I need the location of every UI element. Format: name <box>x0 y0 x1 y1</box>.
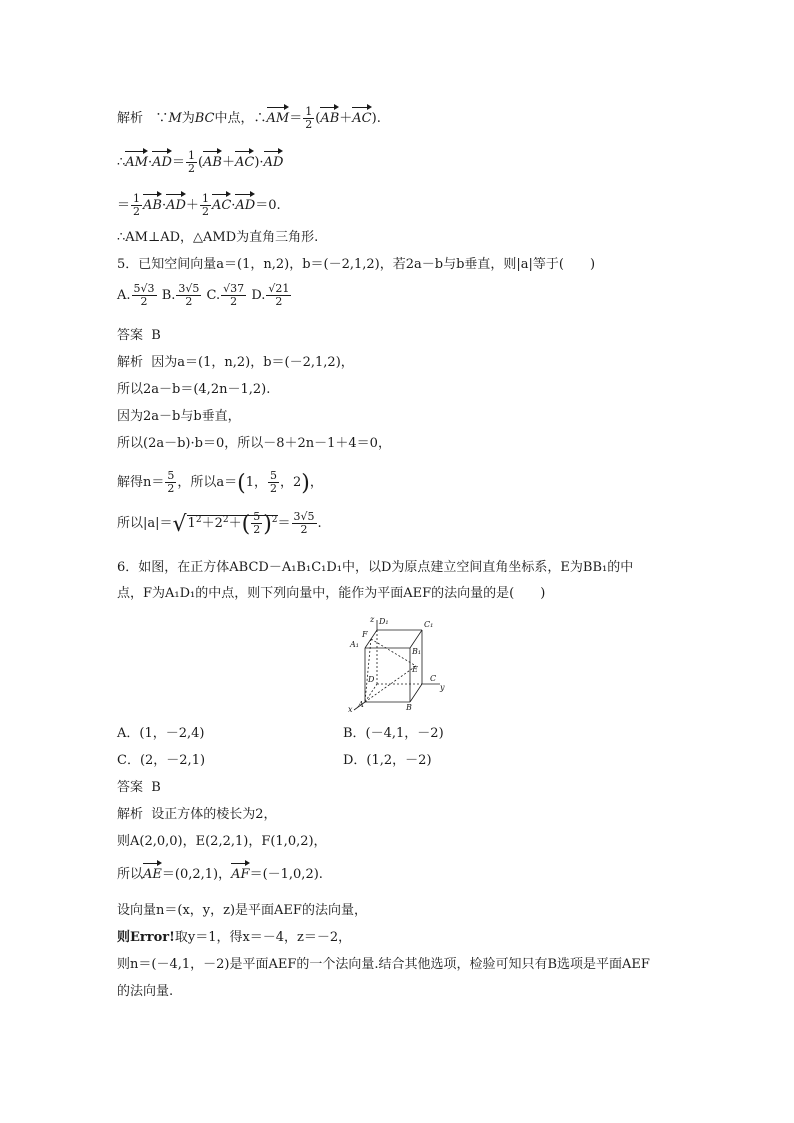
label-b1: B₁ <box>412 647 422 656</box>
q5-options: A. $\frac{5√3}{2}$ B. $\frac{3√5}{2}$ C. $\frac{√37}{2}$ D. $\frac{√21}{2}$ <box>117 282 290 308</box>
q6-sol-5: 则Error!取y＝1，得x＝－4，z＝－2， <box>117 930 352 945</box>
label-b: B <box>406 703 412 712</box>
q5-sol-5: 解得n＝ $\frac{5}{2}$ ，所以a＝(1， $\frac{5}{2}$ ，2)， <box>117 469 323 496</box>
q6-stem-1: 6．如图，在正方体ABCD－A₁B₁C₁D₁中，以D为原点建立空间直角坐标系，E为BB₁的中 <box>117 560 634 575</box>
label-a1: A₁ <box>350 640 359 649</box>
prev-solution-line3: ＝ $\frac{1}{2}$ AB·AD＋ $\frac{1}{2}$ AC·AD＝0. <box>117 192 281 218</box>
q5-sol-6: 所以$|a|=√1^2+2^2+$( $\frac{5}{2}$ )$^2$＝ $\frac{3√5}{2}$ . <box>117 510 322 537</box>
label-z: z <box>370 615 375 624</box>
q6-stem-2: 点，F为A₁D₁的中点，则下列向量中，能作为平面AEF的法向量的是( ) <box>117 586 546 601</box>
prev-solution-line2: ∴AM·AD＝ $\frac{1}{2}$ (AB＋AC)·AD <box>117 149 284 175</box>
q6-answer: 答案 B <box>117 780 161 795</box>
q5-sol-4: 所以(2a－b)·b＝0，所以－8＋2n－1＋4＝0， <box>117 436 391 451</box>
label-e: E <box>412 665 418 674</box>
q6-sol-7: 的法向量. <box>117 984 174 999</box>
q5-sol-1: 解析 因为a＝(1，n,2)，b＝(－2,1,2)， <box>117 355 354 370</box>
q5-stem: 5．已知空间向量a＝(1，n,2)，b＝(－2,1,2)，若2a－b与b垂直，则|a|等于( ) <box>117 257 596 272</box>
q5-sol-2: 所以2a－b＝(4,2n－1,2). <box>117 382 271 397</box>
q6-option-b: B．(－4,1，－2) <box>343 726 444 741</box>
q6-sol-3: 所以AE＝(0,2,1)，AF＝(－1,0,2). <box>117 867 323 882</box>
q6-option-c: C．(2，－2,1) <box>117 753 206 768</box>
q6-sol-2: 则A(2,0,0)，E(2,2,1)，F(1,0,2)， <box>117 834 327 849</box>
label-a: A <box>358 700 364 709</box>
q6-sol-1: 解析 设正方体的棱长为2， <box>117 807 277 822</box>
q5-answer: 答案 B <box>117 328 161 343</box>
q5-sol-3: 因为2a－b与b垂直， <box>117 409 241 424</box>
label-y: y <box>440 683 445 692</box>
q6-option-a: A．(1，－2,4) <box>117 726 205 741</box>
label-c1: C₁ <box>424 620 434 629</box>
label-d: D <box>368 675 375 684</box>
prev-solution-line1: 解析 ∵M为BC中点，∴AM＝ $\frac{1}{2}$ (AB＋AC). <box>117 105 381 131</box>
cube-figure <box>340 612 450 712</box>
q6-sol-4: 设向量n＝(x，y，z)是平面AEF的法向量， <box>117 903 367 918</box>
label-f: F <box>362 630 368 639</box>
label-x: x <box>348 705 353 712</box>
label-d1: D₁ <box>379 617 389 626</box>
q6-option-d: D．(1,2，－2) <box>343 753 432 768</box>
label-c: C <box>430 674 437 683</box>
q6-sol-6: 则n＝(－4,1，－2)是平面AEF的一个法向量.结合其他选项，检验可知只有B选项是平面AEF <box>117 957 650 972</box>
prev-solution-line4: ∴AM⊥AD，△AMD为直角三角形. <box>117 230 319 245</box>
